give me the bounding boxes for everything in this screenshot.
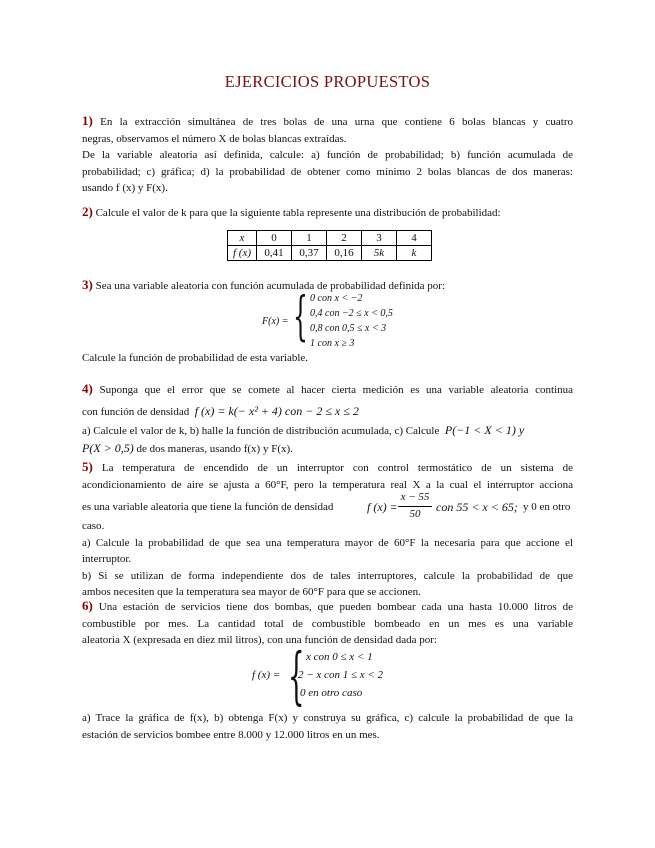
exercise-text: interruptor. — [82, 553, 132, 566]
case-row: 0 en otro caso — [300, 687, 363, 699]
probability-table — [227, 230, 432, 261]
exercise-number: 3) — [82, 277, 93, 292]
formula-lhs: f (x) = — [252, 669, 281, 681]
exercise-text: acondicionamiento de aire se ajusta a 60°F, pero la temperatura real X a la cual el interruptor acciona — [82, 478, 573, 491]
case-row: 1 con x ≥ 3 — [310, 338, 355, 349]
exercise-3-question — [82, 350, 573, 367]
exercise-6 — [82, 598, 573, 649]
case-row: 0 con x < −2 — [310, 293, 363, 304]
exercise-text: de dos maneras, usando f(x) y F(x). — [136, 442, 293, 455]
exercise-text: Calcule la función de probabilidad de esta variable. — [82, 352, 309, 364]
exercise-number: 1) — [82, 113, 93, 128]
page-title: EJERCICIOS PROPUESTOS — [224, 72, 431, 91]
exercise-2 — [82, 204, 573, 222]
formula-lhs: F(x) = — [262, 316, 289, 327]
exercise-text: a) Trace la gráfica de f(x), b) obtenga F(x) y construya su gráfica, c) calcule la probabilidad de que la — [82, 712, 573, 724]
exercise-text: usando f (x) y F(x). — [82, 182, 168, 195]
case-row: 2 − x con 1 ≤ x < 2 — [298, 669, 384, 681]
exercise-1 — [82, 113, 573, 197]
exercise-number: 4) — [82, 381, 93, 396]
fraction-numerator: x − 55 — [400, 491, 430, 503]
exercise-text: b) Si se utilizan de forma independiente dos de tales interruptores, calcule la probabilidad de que — [82, 569, 573, 582]
table-row — [228, 231, 432, 246]
brace-symbol: { — [288, 639, 305, 712]
exercise-text: Una estación de servicios tiene dos bombas, que pueden bombear cada una hasta 10.000 litros de — [98, 601, 574, 613]
table-cell: 0,37 — [292, 246, 327, 261]
cumulative-function-formula — [262, 287, 422, 352]
exercise-text: ambos necesiten que la temperatura sea mayor de 60°F para que se accionen. — [82, 586, 421, 599]
table-row — [228, 246, 432, 261]
exercise-text: aleatoria X (expresada en diez mil litros), con una función de densidad dada por: — [82, 634, 437, 647]
fraction-denominator: 50 — [409, 508, 421, 520]
case-row: x con 0 ≤ x < 1 — [306, 651, 373, 663]
exercise-5-questions — [82, 518, 573, 601]
density-formula: f (x) = k(− x² + 4) con − 2 ≤ x ≤ 2 — [194, 403, 359, 418]
exercise-text: La temperatura de encendido de un interruptor con control termostático de un sistema de — [101, 462, 574, 474]
fraction-bar — [398, 506, 432, 507]
exercise-text: con función de densidad — [82, 405, 190, 418]
exercise-text: estación de servicios bombee entre 8.000 y 12.000 litros en un mes. — [82, 728, 380, 741]
probability-expression: P(−1 < X < 1) y — [444, 423, 525, 438]
table-cell: 3 — [362, 231, 397, 246]
table-cell: 0,41 — [257, 246, 292, 261]
exercise-text: negras, observamos el número X de bolas blancas extraídas. — [82, 132, 347, 145]
table-cell: 0 — [257, 231, 292, 246]
exercise-text: es una variable aleatoria que tiene la función de densidad — [82, 501, 334, 513]
exercise-text: a) Calcule el valor de k, b) halle la función de distribución acumulada, c) Calcule — [82, 425, 440, 438]
table-cell: x — [228, 231, 257, 246]
table-cell: f (x) — [228, 246, 257, 261]
exercise-5 — [82, 459, 573, 493]
exercise-6-questions — [82, 710, 573, 743]
brace-symbol: { — [293, 287, 308, 347]
table-cell: 5k — [362, 246, 397, 261]
exercise-text: Calcule el valor de k para que la siguiente tabla represente una distribución de probabilidad: — [95, 207, 501, 219]
exercise-number: 2) — [82, 204, 93, 219]
exercise-text: combustible por mes. La cantidad total de combustible bombeado en un mes es una variable — [82, 617, 573, 630]
density-lhs: f (x) = — [367, 500, 398, 514]
exercise-text: De la variable aleatoria así definida, calcule: a) función de probabilidad; b) función acumulada de — [82, 149, 573, 162]
density-piecewise-formula — [252, 639, 452, 712]
case-row: 0,4 con −2 ≤ x < 0,5 — [310, 308, 393, 319]
exercise-number: 5) — [82, 459, 93, 474]
case-row: 0,8 con 0,5 ≤ x < 3 — [310, 323, 387, 334]
exercise-number: 6) — [82, 598, 93, 613]
table-cell: k — [397, 246, 432, 261]
exercise-text: En la extracción simultánea de tres bolas de una urna que contiene 6 bolas blancas y cuatro — [100, 116, 573, 128]
table-cell: 4 — [397, 231, 432, 246]
exercise-text: a) Calcule la probabilidad de que sea una temperatura mayor de 60°F la necesaria para que accione el — [82, 536, 573, 549]
exercise-text: Suponga que el error que se comete al hacer cierta medición es una variable aleatoria continua — [99, 384, 574, 396]
exercise-text: caso. — [82, 520, 105, 532]
table-cell: 2 — [327, 231, 362, 246]
table-cell: 1 — [292, 231, 327, 246]
exercise-text: Sea una variable aleatoria con función acumulada de probabilidad definida por: — [95, 280, 446, 292]
probability-expression: P(X > 0,5) — [82, 440, 134, 455]
exercise-text: probabilidad; c) gráfica; d) la probabilidad de obtener como mínimo 2 bolas blancas de dos maneras: — [82, 165, 573, 178]
exercise-4 — [82, 381, 573, 457]
table-cell: 0,16 — [327, 246, 362, 261]
density-condition: con 55 < x < 65; — [436, 500, 518, 514]
exercise-text: y 0 en otro — [523, 501, 571, 513]
